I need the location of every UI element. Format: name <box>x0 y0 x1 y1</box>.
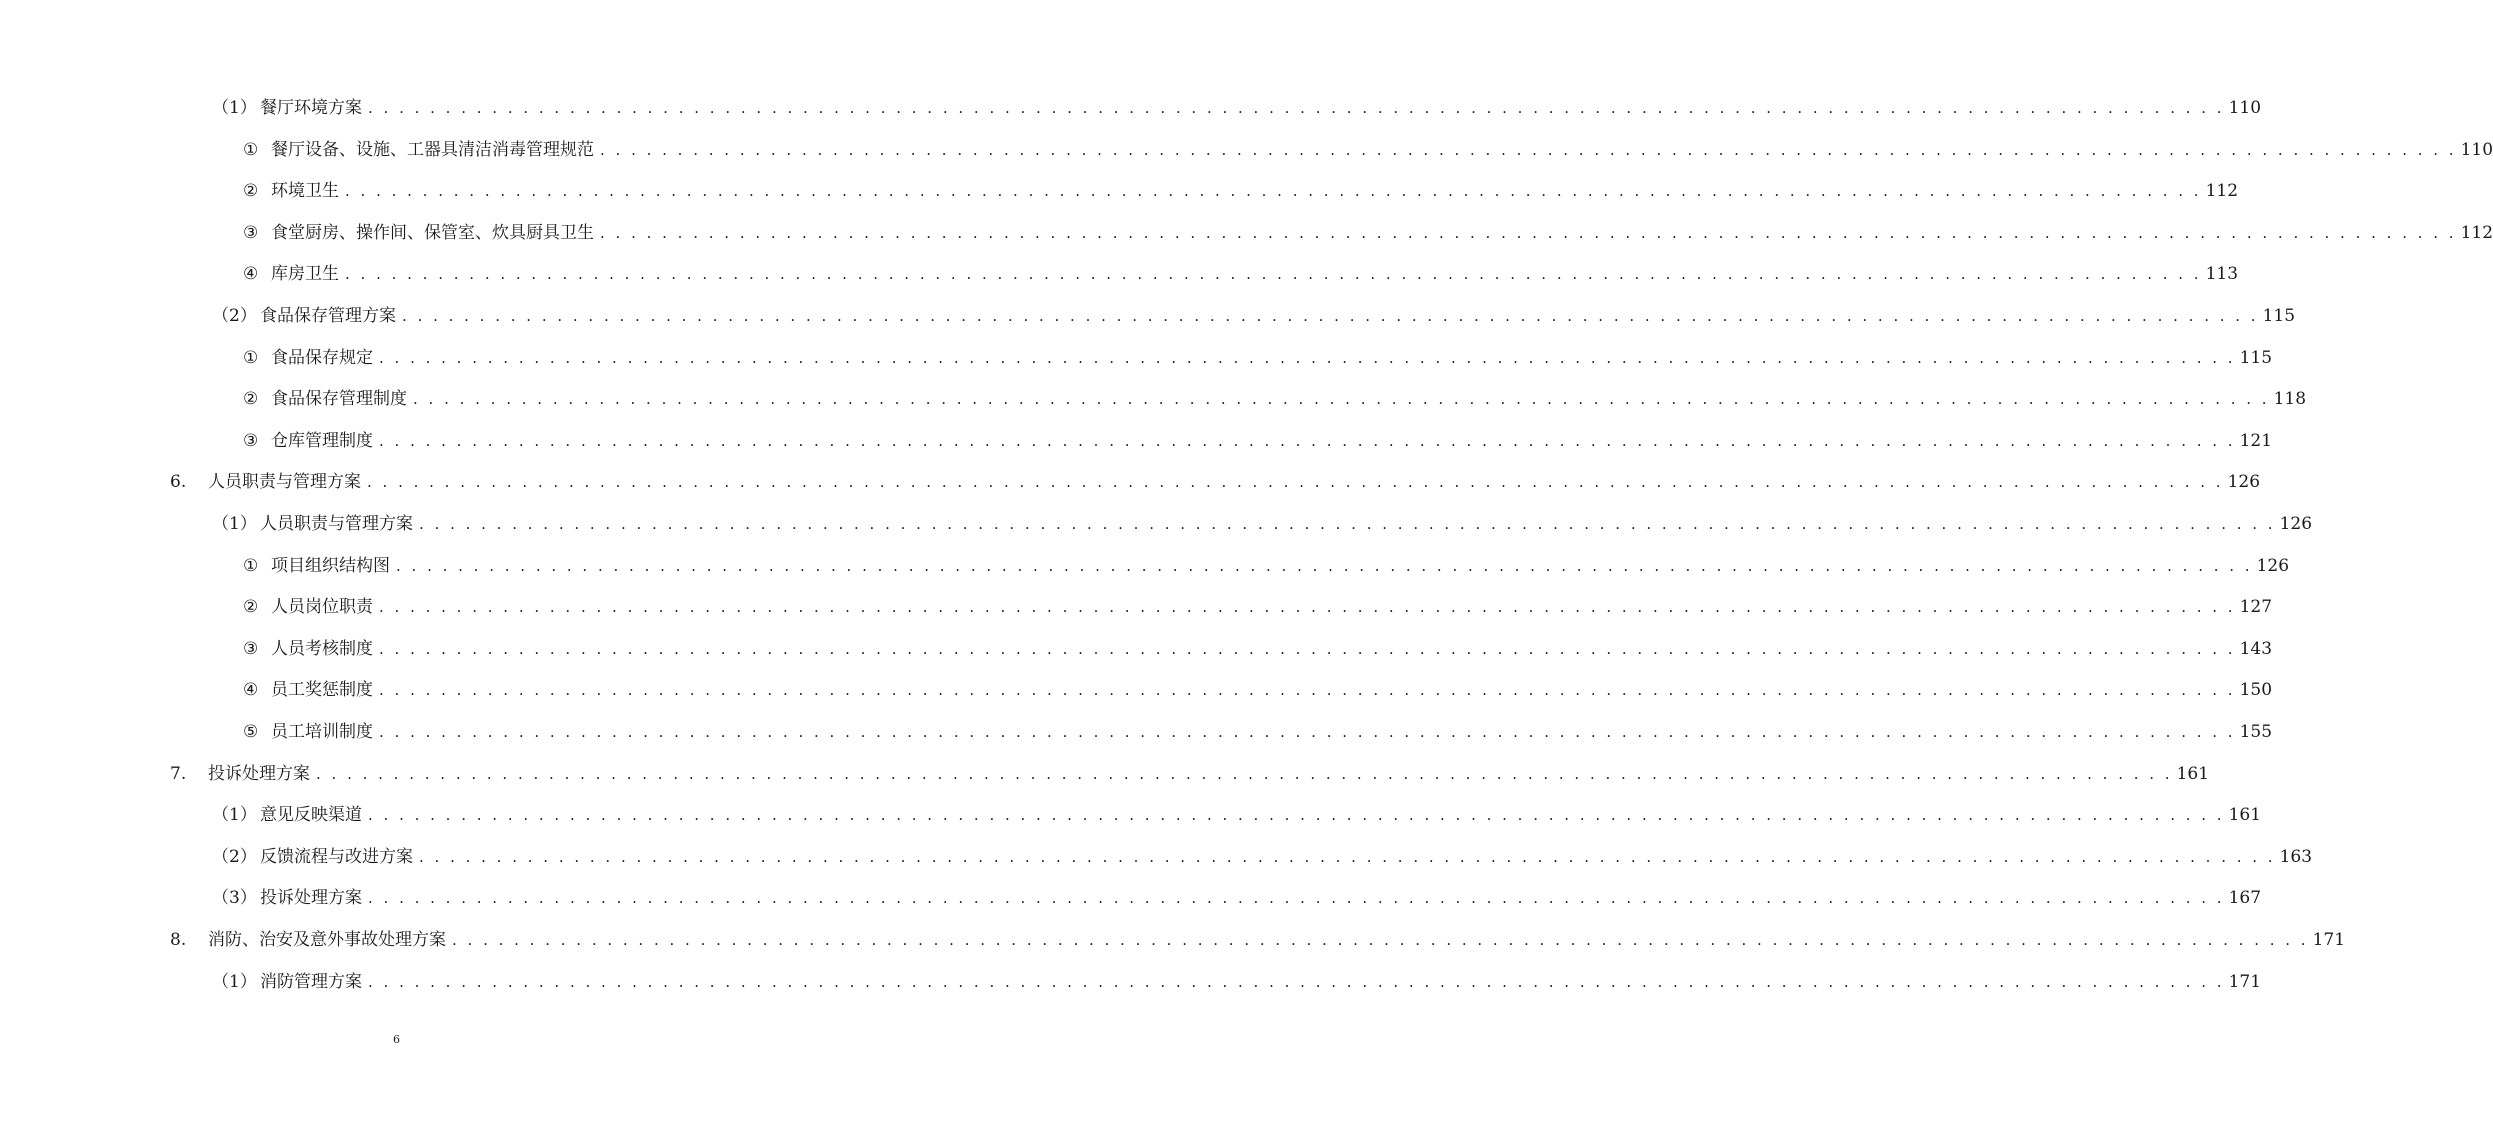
toc-entry-title: 投诉处理方案 <box>208 764 310 784</box>
toc-entry-page: 110 <box>2228 98 2262 118</box>
toc-entry[interactable] <box>243 345 2273 371</box>
toc-entry-page: 143 <box>2239 639 2273 659</box>
toc-entry[interactable] <box>243 719 2273 745</box>
toc-entry[interactable] <box>212 511 2313 537</box>
toc-entry-title: 员工奖惩制度 <box>271 680 373 700</box>
toc-entry[interactable] <box>243 636 2273 662</box>
toc-entry-page: 171 <box>2228 972 2262 992</box>
toc-entry-number: ⑤ <box>243 722 259 742</box>
toc-entry-title: 库房卫生 <box>271 264 339 284</box>
toc-entry-page: 126 <box>2279 514 2313 534</box>
toc-entry[interactable] <box>243 677 2273 703</box>
toc-entry-title: 项目组织结构图 <box>271 556 390 576</box>
toc-dot-leader: . . . . . . . . . . . . . . . . . . . . . . . . . . . . . . . . . . . . . . . . . . . . . . . . . . . . . . . . . . . . . . . . . . . . . . . . . . . . . . . . . . . . . . . . . . . . . . . . . . . . . . . . . . . . . . . . . . . . . . . . <box>600 141 2457 159</box>
toc-entry-page: 127 <box>2239 597 2273 617</box>
toc-entry[interactable] <box>243 386 2307 412</box>
toc-entry-number: （1） <box>212 972 257 992</box>
toc-entry-page: 126 <box>2227 472 2261 492</box>
toc-dot-leader: . . . . . . . . . . . . . . . . . . . . . . . . . . . . . . . . . . . . . . . . . . . . . . . . . . . . . . . . . . . . . . . . . . . . . . . . . . . . . . . . . . . . . . . . . . . . . . . . . . . . . . . . . . . . . . . . . . . . . . . . <box>452 931 2309 949</box>
toc-entry-page: 163 <box>2279 847 2313 867</box>
toc-entry[interactable] <box>243 137 2493 163</box>
toc-entry[interactable] <box>212 802 2262 828</box>
toc-entry-number: ③ <box>243 431 259 451</box>
toc-entry-number: （2） <box>212 847 257 867</box>
toc-entry-title: 食品保存管理方案 <box>260 306 396 326</box>
toc-entry-number: ③ <box>243 639 259 659</box>
toc-dot-leader: . . . . . . . . . . . . . . . . . . . . . . . . . . . . . . . . . . . . . . . . . . . . . . . . . . . . . . . . . . . . . . . . . . . . . . . . . . . . . . . . . . . . . . . . . . . . . . . . . . . . . . . . . . . . . . . . . . . . . . . . <box>600 224 2457 242</box>
toc-dot-leader: . . . . . . . . . . . . . . . . . . . . . . . . . . . . . . . . . . . . . . . . . . . . . . . . . . . . . . . . . . . . . . . . . . . . . . . . . . . . . . . . . . . . . . . . . . . . . . . . . . . . . . . . . . . . . . . . . . . . . . . . <box>367 473 2224 491</box>
toc-entry-page: 110 <box>2460 140 2493 160</box>
toc-entry-page: 150 <box>2239 680 2273 700</box>
toc-entry-number: ① <box>243 348 259 368</box>
toc-entry-title: 餐厅设备、设施、工器具清洁消毒管理规范 <box>271 140 594 160</box>
toc-entry-number: ③ <box>243 223 259 243</box>
toc-entry[interactable] <box>170 469 2261 495</box>
toc-dot-leader: . . . . . . . . . . . . . . . . . . . . . . . . . . . . . . . . . . . . . . . . . . . . . . . . . . . . . . . . . . . . . . . . . . . . . . . . . . . . . . . . . . . . . . . . . . . . . . . . . . . . . . . . . . . . . . . . . . . . . . . . <box>345 265 2202 283</box>
toc-entry-number: ② <box>243 597 259 617</box>
toc-entry[interactable] <box>243 261 2239 287</box>
toc-entry[interactable] <box>212 303 2296 329</box>
toc-entry-title: 意见反映渠道 <box>260 805 362 825</box>
toc-entry[interactable] <box>212 844 2313 870</box>
toc-entry-title: 食品保存规定 <box>271 348 373 368</box>
toc-entry[interactable] <box>243 594 2273 620</box>
toc-entry[interactable] <box>170 761 2210 787</box>
page-number: 6 <box>393 1033 400 1046</box>
toc-entry-number: ② <box>243 181 259 201</box>
toc-dot-leader: . . . . . . . . . . . . . . . . . . . . . . . . . . . . . . . . . . . . . . . . . . . . . . . . . . . . . . . . . . . . . . . . . . . . . . . . . . . . . . . . . . . . . . . . . . . . . . . . . . . . . . . . . . . . . . . . . . . . . . . . <box>419 515 2276 533</box>
toc-entry-number: 8. <box>170 930 187 950</box>
toc-entry-page: 112 <box>2205 181 2239 201</box>
toc-entry-number: ② <box>243 389 259 409</box>
toc-entry-title: 反馈流程与改进方案 <box>260 847 413 867</box>
toc-entry-title: 人员职责与管理方案 <box>208 472 361 492</box>
toc-entry-page: 155 <box>2239 722 2273 742</box>
toc-entry[interactable] <box>243 220 2493 246</box>
toc-entry-page: 126 <box>2256 556 2290 576</box>
toc-entry-title: 员工培训制度 <box>271 722 373 742</box>
toc-entry-page: 113 <box>2205 264 2239 284</box>
toc-entry[interactable] <box>212 969 2262 995</box>
toc-dot-leader: . . . . . . . . . . . . . . . . . . . . . . . . . . . . . . . . . . . . . . . . . . . . . . . . . . . . . . . . . . . . . . . . . . . . . . . . . . . . . . . . . . . . . . . . . . . . . . . . . . . . . . . . . . . . . . . . . . . . . . . . <box>413 390 2270 408</box>
toc-entry[interactable] <box>243 428 2273 454</box>
toc-entry-number: （2） <box>212 306 257 326</box>
toc-entry-title: 人员岗位职责 <box>271 597 373 617</box>
toc-entry-number: （3） <box>212 888 257 908</box>
toc-entry-page: 112 <box>2460 223 2493 243</box>
toc-dot-leader: . . . . . . . . . . . . . . . . . . . . . . . . . . . . . . . . . . . . . . . . . . . . . . . . . . . . . . . . . . . . . . . . . . . . . . . . . . . . . . . . . . . . . . . . . . . . . . . . . . . . . . . . . . . . . . . . . . . . . . . . <box>379 598 2236 616</box>
toc-entry-page: 115 <box>2239 348 2273 368</box>
toc-entry-page: 161 <box>2228 805 2262 825</box>
toc-dot-leader: . . . . . . . . . . . . . . . . . . . . . . . . . . . . . . . . . . . . . . . . . . . . . . . . . . . . . . . . . . . . . . . . . . . . . . . . . . . . . . . . . . . . . . . . . . . . . . . . . . . . . . . . . . . . . . . . . . . . . . . . <box>368 889 2225 907</box>
toc-dot-leader: . . . . . . . . . . . . . . . . . . . . . . . . . . . . . . . . . . . . . . . . . . . . . . . . . . . . . . . . . . . . . . . . . . . . . . . . . . . . . . . . . . . . . . . . . . . . . . . . . . . . . . . . . . . . . . . . . . . . . . . . <box>379 349 2236 367</box>
toc-dot-leader: . . . . . . . . . . . . . . . . . . . . . . . . . . . . . . . . . . . . . . . . . . . . . . . . . . . . . . . . . . . . . . . . . . . . . . . . . . . . . . . . . . . . . . . . . . . . . . . . . . . . . . . . . . . . . . . . . . . . . . . . <box>379 681 2236 699</box>
toc-dot-leader: . . . . . . . . . . . . . . . . . . . . . . . . . . . . . . . . . . . . . . . . . . . . . . . . . . . . . . . . . . . . . . . . . . . . . . . . . . . . . . . . . . . . . . . . . . . . . . . . . . . . . . . . . . . . . . . . . . . . . . . . <box>402 307 2259 325</box>
toc-dot-leader: . . . . . . . . . . . . . . . . . . . . . . . . . . . . . . . . . . . . . . . . . . . . . . . . . . . . . . . . . . . . . . . . . . . . . . . . . . . . . . . . . . . . . . . . . . . . . . . . . . . . . . . . . . . . . . . . . . . . . . . . <box>368 973 2225 991</box>
toc-dot-leader: . . . . . . . . . . . . . . . . . . . . . . . . . . . . . . . . . . . . . . . . . . . . . . . . . . . . . . . . . . . . . . . . . . . . . . . . . . . . . . . . . . . . . . . . . . . . . . . . . . . . . . . . . . . . . . . . . . . . . . . . <box>379 723 2236 741</box>
toc-entry-number: （1） <box>212 514 257 534</box>
toc-entry-page: 115 <box>2262 306 2296 326</box>
toc-dot-leader: . . . . . . . . . . . . . . . . . . . . . . . . . . . . . . . . . . . . . . . . . . . . . . . . . . . . . . . . . . . . . . . . . . . . . . . . . . . . . . . . . . . . . . . . . . . . . . . . . . . . . . . . . . . . . . . . . . . . . . . . <box>368 99 2225 117</box>
toc-entry[interactable] <box>243 553 2290 579</box>
toc-entry-number: ① <box>243 556 259 576</box>
toc-entry-number: ① <box>243 140 259 160</box>
toc-entry-number: （1） <box>212 98 257 118</box>
toc-dot-leader: . . . . . . . . . . . . . . . . . . . . . . . . . . . . . . . . . . . . . . . . . . . . . . . . . . . . . . . . . . . . . . . . . . . . . . . . . . . . . . . . . . . . . . . . . . . . . . . . . . . . . . . . . . . . . . . . . . . . . . . . <box>316 765 2173 783</box>
toc-entry-title: 食品保存管理制度 <box>271 389 407 409</box>
toc-entry-number: 6. <box>170 472 187 492</box>
toc-entry[interactable] <box>212 95 2262 121</box>
toc-entry-number: （1） <box>212 805 257 825</box>
toc-entry-title: 消防、治安及意外事故处理方案 <box>208 930 446 950</box>
toc-entry-number: ④ <box>243 680 259 700</box>
toc-entry[interactable] <box>243 178 2239 204</box>
toc-entry[interactable] <box>212 885 2262 911</box>
toc-entry-title: 消防管理方案 <box>260 972 362 992</box>
toc-entry-page: 121 <box>2239 431 2273 451</box>
toc-entry-title: 投诉处理方案 <box>260 888 362 908</box>
toc-dot-leader: . . . . . . . . . . . . . . . . . . . . . . . . . . . . . . . . . . . . . . . . . . . . . . . . . . . . . . . . . . . . . . . . . . . . . . . . . . . . . . . . . . . . . . . . . . . . . . . . . . . . . . . . . . . . . . . . . . . . . . . . <box>379 640 2236 658</box>
toc-dot-leader: . . . . . . . . . . . . . . . . . . . . . . . . . . . . . . . . . . . . . . . . . . . . . . . . . . . . . . . . . . . . . . . . . . . . . . . . . . . . . . . . . . . . . . . . . . . . . . . . . . . . . . . . . . . . . . . . . . . . . . . . <box>345 182 2202 200</box>
toc-dot-leader: . . . . . . . . . . . . . . . . . . . . . . . . . . . . . . . . . . . . . . . . . . . . . . . . . . . . . . . . . . . . . . . . . . . . . . . . . . . . . . . . . . . . . . . . . . . . . . . . . . . . . . . . . . . . . . . . . . . . . . . . <box>396 557 2253 575</box>
toc-dot-leader: . . . . . . . . . . . . . . . . . . . . . . . . . . . . . . . . . . . . . . . . . . . . . . . . . . . . . . . . . . . . . . . . . . . . . . . . . . . . . . . . . . . . . . . . . . . . . . . . . . . . . . . . . . . . . . . . . . . . . . . . <box>419 848 2276 866</box>
toc-entry-title: 环境卫生 <box>271 181 339 201</box>
toc-dot-leader: . . . . . . . . . . . . . . . . . . . . . . . . . . . . . . . . . . . . . . . . . . . . . . . . . . . . . . . . . . . . . . . . . . . . . . . . . . . . . . . . . . . . . . . . . . . . . . . . . . . . . . . . . . . . . . . . . . . . . . . . <box>379 432 2236 450</box>
toc-entry-title: 人员考核制度 <box>271 639 373 659</box>
toc-entry-page: 118 <box>2273 389 2307 409</box>
toc-dot-leader: . . . . . . . . . . . . . . . . . . . . . . . . . . . . . . . . . . . . . . . . . . . . . . . . . . . . . . . . . . . . . . . . . . . . . . . . . . . . . . . . . . . . . . . . . . . . . . . . . . . . . . . . . . . . . . . . . . . . . . . . <box>368 806 2225 824</box>
toc-entry[interactable] <box>170 927 2346 953</box>
toc-entry-page: 161 <box>2176 764 2210 784</box>
toc-entry-number: ④ <box>243 264 259 284</box>
toc-entry-page: 171 <box>2312 930 2346 950</box>
toc-entry-title: 仓库管理制度 <box>271 431 373 451</box>
toc-entry-title: 食堂厨房、操作间、保管室、炊具厨具卫生 <box>271 223 594 243</box>
toc-entry-page: 167 <box>2228 888 2262 908</box>
toc-entry-number: 7. <box>170 764 187 784</box>
toc-entry-title: 餐厅环境方案 <box>260 98 362 118</box>
toc-entry-title: 人员职责与管理方案 <box>260 514 413 534</box>
